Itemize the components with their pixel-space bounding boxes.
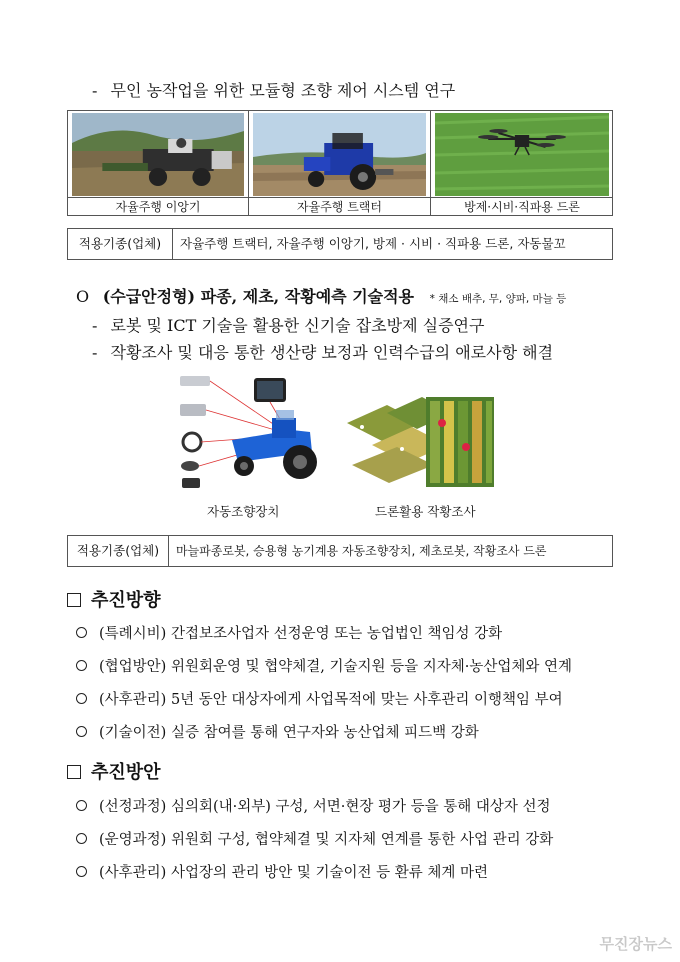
photo-cell-tractor: [249, 111, 431, 216]
direction-item: [76, 655, 572, 676]
photo-table: [67, 110, 613, 216]
circle-marker: O: [76, 287, 90, 306]
direction-item-text: (협업방안) 위원회운영 및 협약체결, 기술지원 등을 지자체·농산업체와 연계: [99, 659, 573, 675]
square-marker: [67, 765, 81, 779]
supply-heading: [76, 284, 566, 307]
drone-survey-diagram: [342, 383, 500, 493]
direction-item: [76, 721, 479, 742]
circle-marker: [76, 833, 87, 844]
criteria-table-2: [67, 535, 613, 567]
dash-marker: -: [92, 81, 98, 100]
circle-marker: [76, 866, 87, 877]
top-item-text: 무인 농작업을 위한 모듈형 조향 제어 시스템 연구: [110, 81, 456, 100]
criteria-body: 자율주행 트랙터, 자율주행 이앙기, 방제 · 시비 · 직파용 드론, 자동물꼬: [180, 236, 566, 251]
rice-transplanter-photo: [72, 113, 244, 196]
criteria-table-1: [67, 228, 613, 260]
photo-caption: 자율주행 트랙터: [249, 197, 430, 216]
plan-item-text: (선정과정) 심의회(내·외부) 구성, 서면·현장 평가 등을 통해 대상자 선정: [99, 799, 551, 815]
criteria-head: 적용기종(업체): [68, 536, 169, 566]
criteria-head: 적용기종(업체): [68, 229, 173, 259]
dash-marker: -: [92, 343, 98, 362]
direction-item: [76, 622, 502, 643]
supply-title: (수급안정형) 파종, 제초, 작황예측 기술적용: [102, 287, 415, 306]
plan-item: [76, 795, 551, 816]
plan-item-text: (사후관리) 사업장의 관리 방안 및 기술이전 등 환류 체계 마련: [99, 865, 488, 881]
drone-photo: [435, 113, 609, 196]
direction-title: 추진방향: [91, 590, 161, 611]
direction-item: [76, 688, 563, 709]
supply-sub-text: 로봇 및 ICT 기술을 활용한 신기술 잡초방제 실증연구: [110, 316, 485, 335]
direction-heading: [67, 586, 161, 612]
photo-caption: 방제·시비·직파용 드론: [431, 197, 613, 216]
direction-item-text: (사후관리) 5년 동안 대상자에게 사업목적에 맞는 사후관리 이행책임 부여: [99, 692, 563, 708]
photo-cell-transplanter: [68, 111, 249, 216]
auto-steering-diagram: [172, 370, 337, 495]
circle-marker: [76, 726, 87, 737]
supply-note: * 채소 배추, 무, 양파, 마늘 등: [429, 293, 567, 305]
plan-item: [76, 861, 488, 882]
circle-marker: [76, 660, 87, 671]
circle-marker: [76, 627, 87, 638]
direction-item-text: (기술이전) 실증 참여를 통해 연구자와 농산업체 피드백 강화: [99, 725, 479, 741]
top-item: [92, 78, 455, 101]
tractor-photo: [253, 113, 426, 196]
photo-caption: 자율주행 이앙기: [68, 197, 248, 216]
figure-caption-steering: 자동조향장치: [207, 504, 280, 519]
supply-sub-1: [92, 313, 484, 336]
figure-caption-drone-survey: 드론활용 작황조사: [375, 504, 476, 519]
square-marker: [67, 593, 81, 607]
supply-sub-2: [92, 340, 553, 363]
photo-cell-drone: [431, 111, 613, 216]
plan-item: [76, 828, 553, 849]
dash-marker: -: [92, 316, 98, 335]
plan-title: 추진방안: [91, 762, 161, 783]
criteria-body: 마늘파종로봇, 승용형 농기계용 자동조향장치, 제초로봇, 작황조사 드론: [176, 544, 547, 558]
watermark-text: 무진장뉴스: [599, 935, 672, 953]
plan-heading: [67, 758, 161, 784]
supply-sub-text: 작황조사 및 대응 통한 생산량 보정과 인력수급의 애로사항 해결: [110, 343, 554, 362]
watermark-logo: [600, 933, 672, 954]
direction-item-text: (특례시비) 간접보조사업자 선정운영 또는 농업법인 책임성 강화: [99, 626, 503, 642]
plan-item-text: (운영과정) 위원회 구성, 협약체결 및 지자체 연계를 통한 사업 관리 강화: [99, 832, 554, 848]
circle-marker: [76, 800, 87, 811]
circle-marker: [76, 693, 87, 704]
